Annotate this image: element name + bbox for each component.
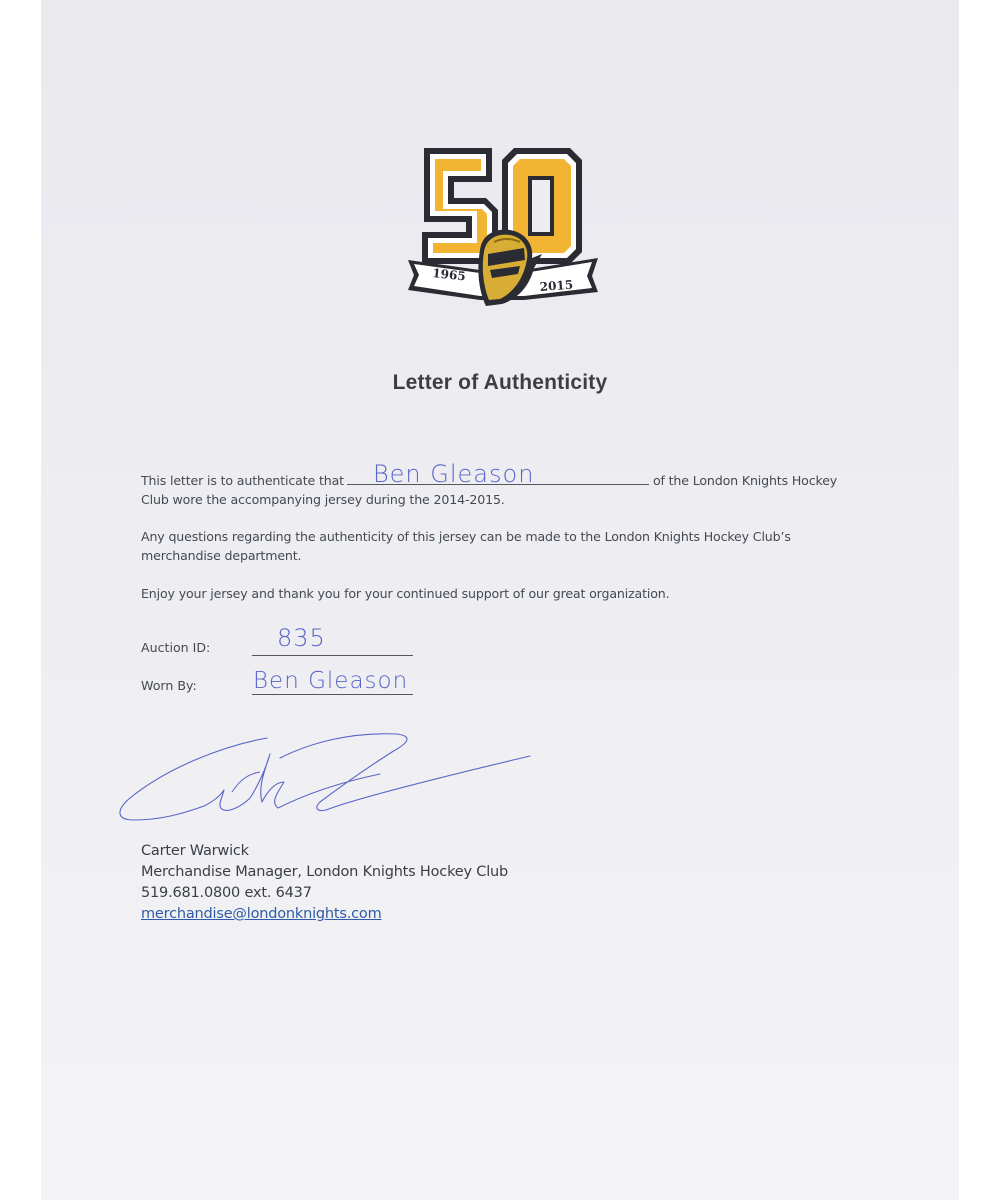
auction-id-line bbox=[252, 655, 413, 656]
signer-name: Carter Warwick bbox=[141, 843, 249, 859]
questions-paragraph: Any questions regarding the authenticity of this jersey can be made to the London Knights Hockey Club’s merchandise department. bbox=[141, 529, 791, 563]
signer-title: Merchandise Manager, London Knights Hockey Club bbox=[141, 864, 509, 880]
auction-id-label: Auction ID: bbox=[141, 640, 211, 655]
paragraph-continuation-text: of the London Knights Hockey bbox=[652, 473, 838, 488]
worn-by-value: Ben Gleason bbox=[253, 668, 409, 694]
page-title: Letter of Authenticity bbox=[392, 371, 608, 394]
handwritten-signature bbox=[112, 728, 542, 828]
signer-email-link[interactable]: merchandise@londonknights.com bbox=[141, 906, 382, 922]
worn-by-label: Worn By: bbox=[141, 678, 197, 693]
svg-text:1965: 1965 bbox=[431, 266, 467, 284]
paragraph-intro-text: This letter is to authenticate that bbox=[141, 473, 344, 488]
worn-by-line bbox=[252, 694, 413, 695]
svg-text:2015: 2015 bbox=[539, 277, 574, 294]
handwritten-player-name: Ben Gleason bbox=[372, 460, 535, 488]
signer-phone: 519.681.0800 ext. 6437 bbox=[141, 885, 312, 901]
thank-you-paragraph: Enjoy your jersey and thank you for your continued support of our great organization. bbox=[141, 586, 670, 601]
signer-block bbox=[141, 841, 508, 925]
authentication-paragraph bbox=[141, 460, 861, 509]
player-name-blank bbox=[347, 460, 649, 488]
paragraph-season-text: Club wore the accompanying jersey during the 2014-2015. bbox=[141, 492, 505, 507]
anniversary-logo bbox=[402, 142, 602, 312]
auction-id-value: 835 bbox=[277, 624, 326, 652]
